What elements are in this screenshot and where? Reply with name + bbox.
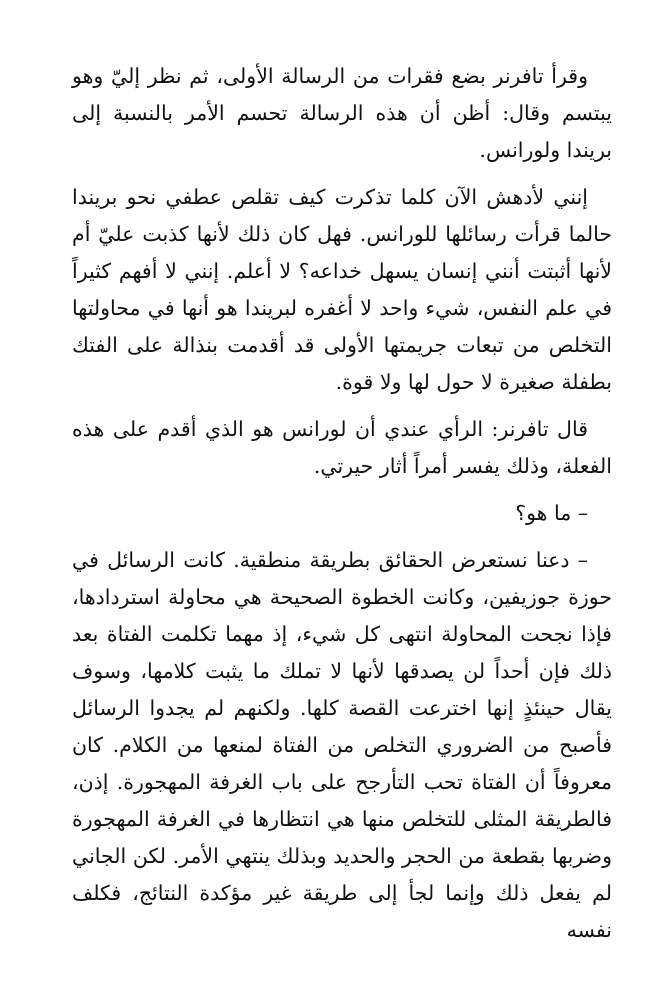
paragraph-5: – دعنا نستعرض الحقائق بطريقة منطقية. كانت الرسائل في حوزة جوزيفين، وكانت الخطوة الصحيحة هي محاولة استردادها، فإذا نجحت المحاولة انتهى كل شيء، إذ مهما تكلمت الفتاة بعد ذلك فإن أحداً لن يصدقها لأنها لا تملك ما يثبت كلامها، وسوف يقال حينئذٍ إنها اخترعت القصة كلها. ولكنهم لم يجدوا الرسائل فأصبح من الضروري التخلص من الفتاة لمنعها من الكلام. كان معروفاً أن الفتاة تحب التأرجح على باب الغرفة المهجورة. إذن، فالطريقة المثلى للتخلص منها هي انتظارها في الغرفة المهجورة وضربها بقطعة من الحجر والحديد وبذلك ينتهي الأمر. لكن الجاني لم يفعل ذلك وإنما لجأ إلى طريقة غير مؤكدة النتائج، فكلف نفسه — [72, 548, 612, 942]
paragraph-1: وقرأ تافرنر بضع فقرات من الرسالة الأولى، ثم نظر إليّ وهو يبتسم وقال: أظن أن هذه الرسالة تحسم الأمر بالنسبة إلى بريندا ولورانس. — [72, 64, 612, 162]
paragraph-4: – ما هو؟ — [515, 501, 588, 525]
paragraph-3: قال تافرنر: الرأي عندي أن لورانس هو الذي أقدم على هذه الفعلة، وذلك يفسر أمراً أثار حيرتي. — [72, 417, 612, 478]
book-page — [72, 58, 612, 949]
paragraph-2: إنني لأدهش الآن كلما تذكرت كيف تقلص عطفي نحو بريندا حالما قرأت رسائلها للورانس. فهل كان ذلك لأنها كذبت عليّ أم لأنها أثبتت أنني إنسان يسهل خداعه؟ لا أعلم. إنني لا أفهم كثيراً في علم النفس، شيء واحد لا أغفره لبريندا هو أنها في محاولتها التخلص من تبعات جريمتها الأولى قد أقدمت بنذالة على الفتك بطفلة صغيرة لا حول لها ولا قوة. — [72, 185, 612, 394]
